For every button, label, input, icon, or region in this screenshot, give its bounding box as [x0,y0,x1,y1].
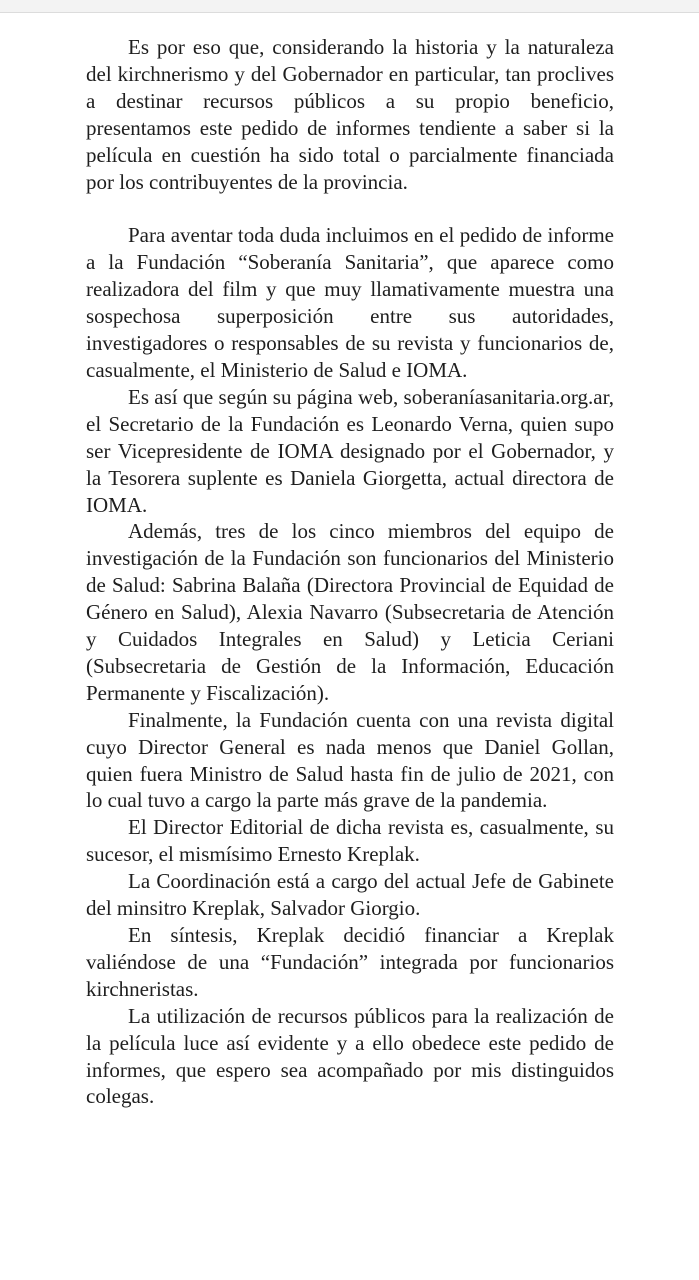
document-page [86,34,614,1110]
paragraph-9: La utilización de recursos públicos para la realización de la película luce así evidente y a ello obedece este pedido de informes, que espero sea acompañado por mis distinguidos colegas. [86,1003,614,1109]
paragraph-4: Además, tres de los cinco miembros del equipo de investigación de la Fundación son funcionarios del Ministerio de Salud: Sabrina Balaña (Directora Provincial de Equidad de Género en Salud), Alexia Navarro (Subsecretaria de Atención y Cuidados Integrales en Salud) y Leticia Ceriani (Subsecretaria de Gestión de la Información, Educación Permanente y Fiscalización). [86,519,614,705]
paragraph-1: Es por eso que, considerando la historia y la naturaleza del kirchnerismo y del Gobernador en particular, tan proclives a destinar recursos públicos a su propio beneficio, presentamos este pedido de informes tendiente a saber si la película en cuestión ha sido total o parcialmente financiada por los contribuyentes de la provincia. [86,35,614,194]
paragraph-8: En síntesis, Kreplak decidió financiar a Kreplak valiéndose de una “Fundación” integrada por funcionarios kirchneristas. [86,923,614,1001]
paragraph-5: Finalmente, la Fundación cuenta con una revista digital cuyo Director General es nada menos que Daniel Gollan, quien fuera Ministro de Salud hasta fin de julio de 2021, con lo cual tuvo a cargo la parte más grave de la pandemia. [86,707,614,813]
paragraph-3: Es así que según su página web, soberaníasanitaria.org.ar, el Secretario de la Fundación es Leonardo Verna, quien supo ser Vicepresidente de IOMA designado por el Gobernador, y la Tesorera suplente es Daniela Giorgetta, actual directora de IOMA. [86,384,614,517]
viewer-top-bar [0,0,699,13]
paragraph-2: Para aventar toda duda incluimos en el pedido de informe a la Fundación “Soberanía Sanitaria”, que aparece como realizadora del film y que muy llamativamente muestra una sospechosa superposición entre sus autoridades, investigadores o responsables de su revista y funcionarios de, casualmente, el Ministerio de Salud e IOMA. [86,223,614,382]
paragraph-7: La Coordinación está a cargo del actual Jefe de Gabinete del minsitro Kreplak, Salvador Giorgio. [86,869,614,921]
paragraph-6: El Director Editorial de dicha revista es, casualmente, su sucesor, el mismísimo Ernesto Kreplak. [86,815,614,867]
paragraph-gap [86,195,614,222]
